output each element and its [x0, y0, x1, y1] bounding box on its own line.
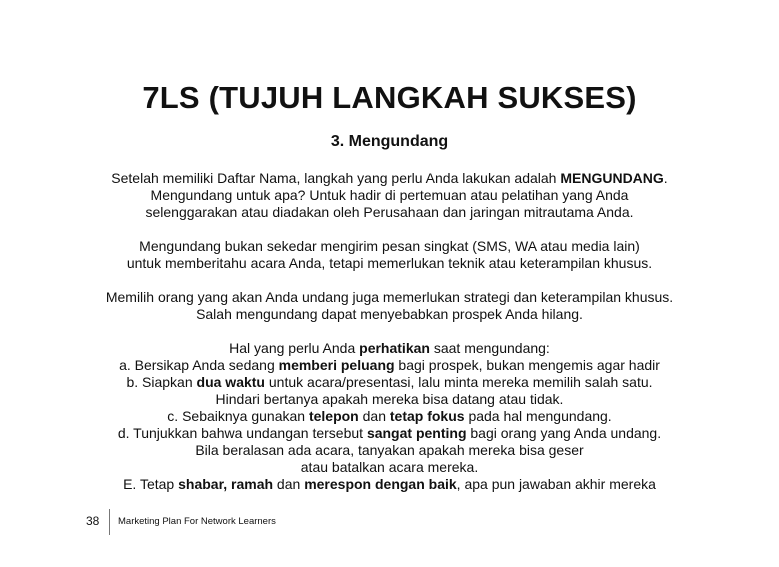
text-line — [40, 255, 739, 272]
text-segment: pada hal mengundang. — [464, 408, 612, 424]
text-segment: Mengundang untuk apa? Untuk hadir di pertemuan atau pelatihan yang Anda — [150, 187, 629, 203]
text-segment: untuk acara/presentasi, lalu minta mereka memilih salah satu. — [265, 374, 653, 390]
text-line — [40, 170, 739, 187]
text-segment: a. Bersikap Anda sedang — [119, 357, 279, 373]
text-segment: Bila beralasan ada acara, tanyakan apakah mereka bisa geser — [195, 442, 584, 458]
body-text — [40, 170, 739, 493]
text-segment: bagi prospek, bukan mengemis agar hadir — [394, 357, 660, 373]
page-number: 38 — [86, 514, 100, 528]
text-line — [40, 204, 739, 221]
footer-text: Marketing Plan For Network Learners — [118, 516, 276, 527]
text-line — [40, 238, 739, 255]
emphasis-text: telepon — [308, 408, 359, 424]
text-line — [40, 374, 739, 391]
text-segment: d. Tunjukkan bahwa undangan tersebut — [117, 425, 367, 441]
paragraph-gap — [40, 323, 739, 340]
footer-divider — [109, 509, 110, 535]
paragraph-gap — [40, 221, 739, 238]
text-segment: Salah mengundang dapat menyebabkan prospek Anda hilang. — [196, 306, 583, 322]
text-line — [40, 459, 739, 476]
text-line — [40, 357, 739, 374]
text-segment: Memilih orang yang akan Anda undang juga memerlukan strategi dan keterampilan khusus. — [105, 289, 674, 305]
text-segment: c. Sebaiknya gunakan — [167, 408, 309, 424]
text-segment: , apa pun jawaban akhir mereka — [456, 476, 656, 492]
text-segment: Hal yang perlu Anda — [229, 340, 360, 356]
text-segment: b. Siapkan — [126, 374, 197, 390]
text-segment: Hindari bertanya apakah mereka bisa datang atau tidak. — [215, 391, 564, 407]
emphasis-text: sangat penting — [366, 425, 467, 441]
text-segment: dan — [358, 408, 390, 424]
text-segment: Setelah memiliki Daftar Nama, langkah yang perlu Anda lakukan adalah — [111, 170, 561, 186]
emphasis-text: tetap fokus — [389, 408, 465, 424]
emphasis-text: memberi peluang — [278, 357, 395, 373]
text-segment: . — [663, 170, 668, 186]
page-title: 7LS (TUJUH LANGKAH SUKSES) — [142, 80, 637, 115]
text-segment: E. Tetap — [123, 476, 179, 492]
text-segment: dan — [273, 476, 305, 492]
text-line — [40, 289, 739, 306]
emphasis-text: perhatikan — [359, 340, 430, 356]
text-line — [40, 391, 739, 408]
text-line — [40, 306, 739, 323]
emphasis-text: merespon dengan baik — [304, 476, 457, 492]
emphasis-text: MENGUNDANG — [560, 170, 664, 186]
text-line — [40, 408, 739, 425]
text-segment: Mengundang bukan sekedar mengirim pesan singkat (SMS, WA atau media lain) — [139, 238, 640, 254]
paragraph-gap — [40, 272, 739, 289]
text-line — [40, 476, 739, 493]
text-segment: selenggarakan atau diadakan oleh Perusahaan dan jaringan mitrautama Anda. — [145, 204, 634, 220]
text-line — [40, 340, 739, 357]
section-subtitle: 3. Mengundang — [330, 133, 449, 150]
emphasis-text: shabar, ramah — [178, 476, 274, 492]
text-segment: atau batalkan acara mereka. — [300, 459, 479, 475]
text-line — [40, 425, 739, 442]
text-line — [40, 187, 739, 204]
text-segment: bagi orang yang Anda undang. — [466, 425, 662, 441]
text-line — [40, 442, 739, 459]
text-segment: saat mengundang: — [429, 340, 550, 356]
text-segment: untuk memberitahu acara Anda, tetapi memerlukan teknik atau keterampilan khusus. — [126, 255, 653, 271]
emphasis-text: dua waktu — [196, 374, 265, 390]
